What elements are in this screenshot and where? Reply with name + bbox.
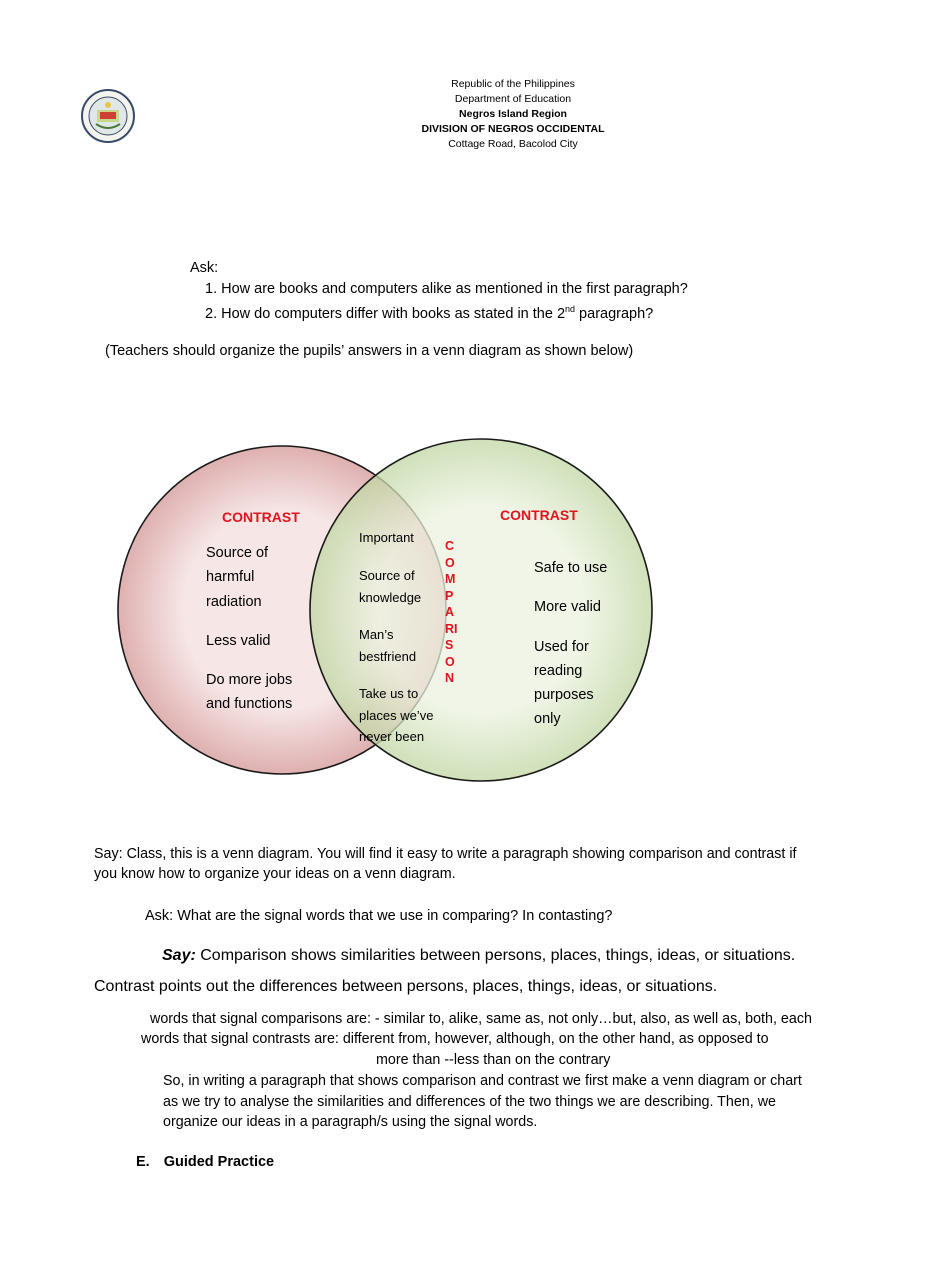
venn-right-item: Used for (534, 639, 589, 655)
comparison-definition-text: Comparison shows similarities between persons, places, things, ideas, or situations. (195, 947, 796, 964)
say-comparison-definition (162, 945, 795, 967)
say-paragraph-line-2: you know how to organize your ideas on a venn diagram. (94, 866, 456, 882)
venn-right-item: reading (534, 663, 583, 679)
venn-right-item: purposes (534, 687, 594, 703)
teacher-note: (Teachers should organize the pupils’ answers in a venn diagram as shown below) (105, 343, 634, 359)
signal-comparisons: words that signal comparisons are: - similar to, alike, same as, not only…but, also, as well as, both, each (150, 1011, 812, 1027)
say-label: Say: (162, 947, 196, 964)
venn-middle-item: places we’ve (359, 708, 434, 723)
venn-middle-item: never been (359, 729, 425, 744)
venn-middle-item: bestfriend (359, 649, 417, 664)
ask-label: Ask: (190, 260, 219, 276)
closing-line-1: So, in writing a paragraph that shows comparison and contrast we first make a venn diagram or chart (163, 1073, 802, 1089)
section-heading (136, 1152, 274, 1173)
closing-line-2: as we try to analyse the similarities and differences of the two things we are describing. Then, we (163, 1094, 776, 1110)
closing-line-3: organize our ideas in a paragraph/s using the signal words. (163, 1114, 538, 1130)
venn-comparison-label: COMPARISON (445, 539, 458, 685)
venn-left-title: CONTRAST (222, 509, 300, 525)
venn-left-item: harmful (206, 569, 255, 585)
venn-left-item: Source of (206, 545, 269, 561)
ask-question-2-text: 2. How do computers differ with books as stated in the 2 (205, 305, 566, 322)
letterhead-line-region: Negros Island Region (459, 108, 567, 120)
ask-question-2-end: paragraph? (575, 305, 654, 322)
signal-contrasts-line-1: words that signal contrasts are: different from, however, although, on the other hand, as opposed to (141, 1031, 769, 1047)
venn-middle-item: knowledge (359, 590, 422, 605)
ask-question-2-superscript: nd (565, 304, 576, 314)
letterhead-line-address: Cottage Road, Bacolod City (448, 138, 578, 150)
venn-middle-item: Source of (359, 568, 415, 583)
venn-left-item: radiation (206, 594, 262, 610)
venn-right-item: only (534, 711, 561, 727)
venn-left-item: Do more jobs (206, 672, 293, 688)
venn-right-item: More valid (534, 599, 601, 615)
say-paragraph-line-1: Say: Class, this is a venn diagram. You will find it easy to write a paragraph showing comparison and contrast if (94, 846, 797, 862)
letterhead-line-division: DIVISION OF NEGROS OCCIDENTAL (421, 123, 605, 135)
ask-question-1: 1. How are books and computers alike as mentioned in the first paragraph? (205, 281, 688, 297)
section-letter: E. (136, 1154, 150, 1170)
ask-signal-words: Ask: What are the signal words that we use in comparing? In contasting? (145, 908, 613, 924)
venn-middle-item: Man’s (359, 627, 394, 642)
letterhead-line-department: Department of Education (454, 93, 572, 105)
contrast-definition: Contrast points out the differences between persons, places, things, ideas, or situations. (94, 978, 718, 995)
venn-left-item: Less valid (206, 633, 271, 649)
section-title: Guided Practice (163, 1154, 275, 1170)
venn-middle-item: Important (359, 530, 414, 545)
venn-right-item: Safe to use (534, 560, 608, 576)
venn-left-item: and functions (206, 696, 293, 712)
venn-right-title: CONTRAST (500, 507, 578, 523)
venn-middle-item: Take us to (359, 686, 419, 701)
signal-contrasts-line-2: more than --less than on the contrary (376, 1052, 611, 1068)
letterhead-line-republic: Republic of the Philippines (451, 78, 575, 90)
